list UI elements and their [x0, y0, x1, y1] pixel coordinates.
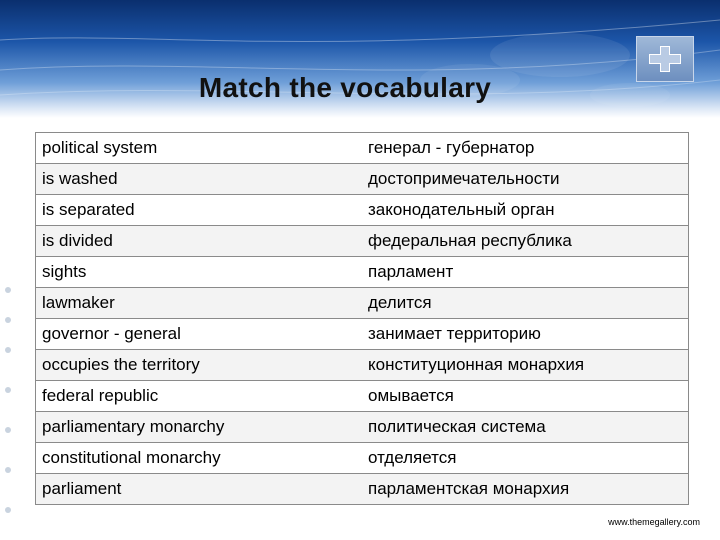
english-term: occupies the territory	[36, 350, 363, 381]
table-row	[36, 164, 689, 195]
decorative-dots	[0, 280, 22, 540]
russian-term: парламент	[362, 257, 689, 288]
table-row	[36, 195, 689, 226]
russian-term: законодательный орган	[362, 195, 689, 226]
russian-term: занимает территорию	[362, 319, 689, 350]
table-row	[36, 350, 689, 381]
table-row	[36, 226, 689, 257]
english-term: federal republic	[36, 381, 363, 412]
english-term: political system	[36, 133, 363, 164]
english-term: constitutional monarchy	[36, 443, 363, 474]
russian-term: парламентская монархия	[362, 474, 689, 505]
russian-term: делится	[362, 288, 689, 319]
english-term: is washed	[36, 164, 363, 195]
vocabulary-table	[35, 132, 687, 505]
russian-term: омывается	[362, 381, 689, 412]
plus-cross-logo-icon	[636, 36, 694, 82]
russian-term: федеральная республика	[362, 226, 689, 257]
slide-title: Match the vocabulary	[198, 72, 492, 103]
english-term: parliament	[36, 474, 363, 505]
header-banner	[0, 0, 720, 118]
english-term: is separated	[36, 195, 363, 226]
russian-term: конституционная монархия	[362, 350, 689, 381]
english-term: lawmaker	[36, 288, 363, 319]
russian-term: отделяется	[362, 443, 689, 474]
russian-term: политическая система	[362, 412, 689, 443]
english-term: governor - general	[36, 319, 363, 350]
table-row	[36, 381, 689, 412]
footer-website: www.themegallery.com	[608, 517, 700, 527]
table-row	[36, 319, 689, 350]
russian-term: достопримечательности	[362, 164, 689, 195]
russian-term: генерал - губернатор	[362, 133, 689, 164]
english-term: parliamentary monarchy	[36, 412, 363, 443]
table-row	[36, 474, 689, 505]
table-row	[36, 412, 689, 443]
table-row	[36, 443, 689, 474]
table-row	[36, 288, 689, 319]
english-term: is divided	[36, 226, 363, 257]
table-row	[36, 133, 689, 164]
table-row	[36, 257, 689, 288]
english-term: sights	[36, 257, 363, 288]
